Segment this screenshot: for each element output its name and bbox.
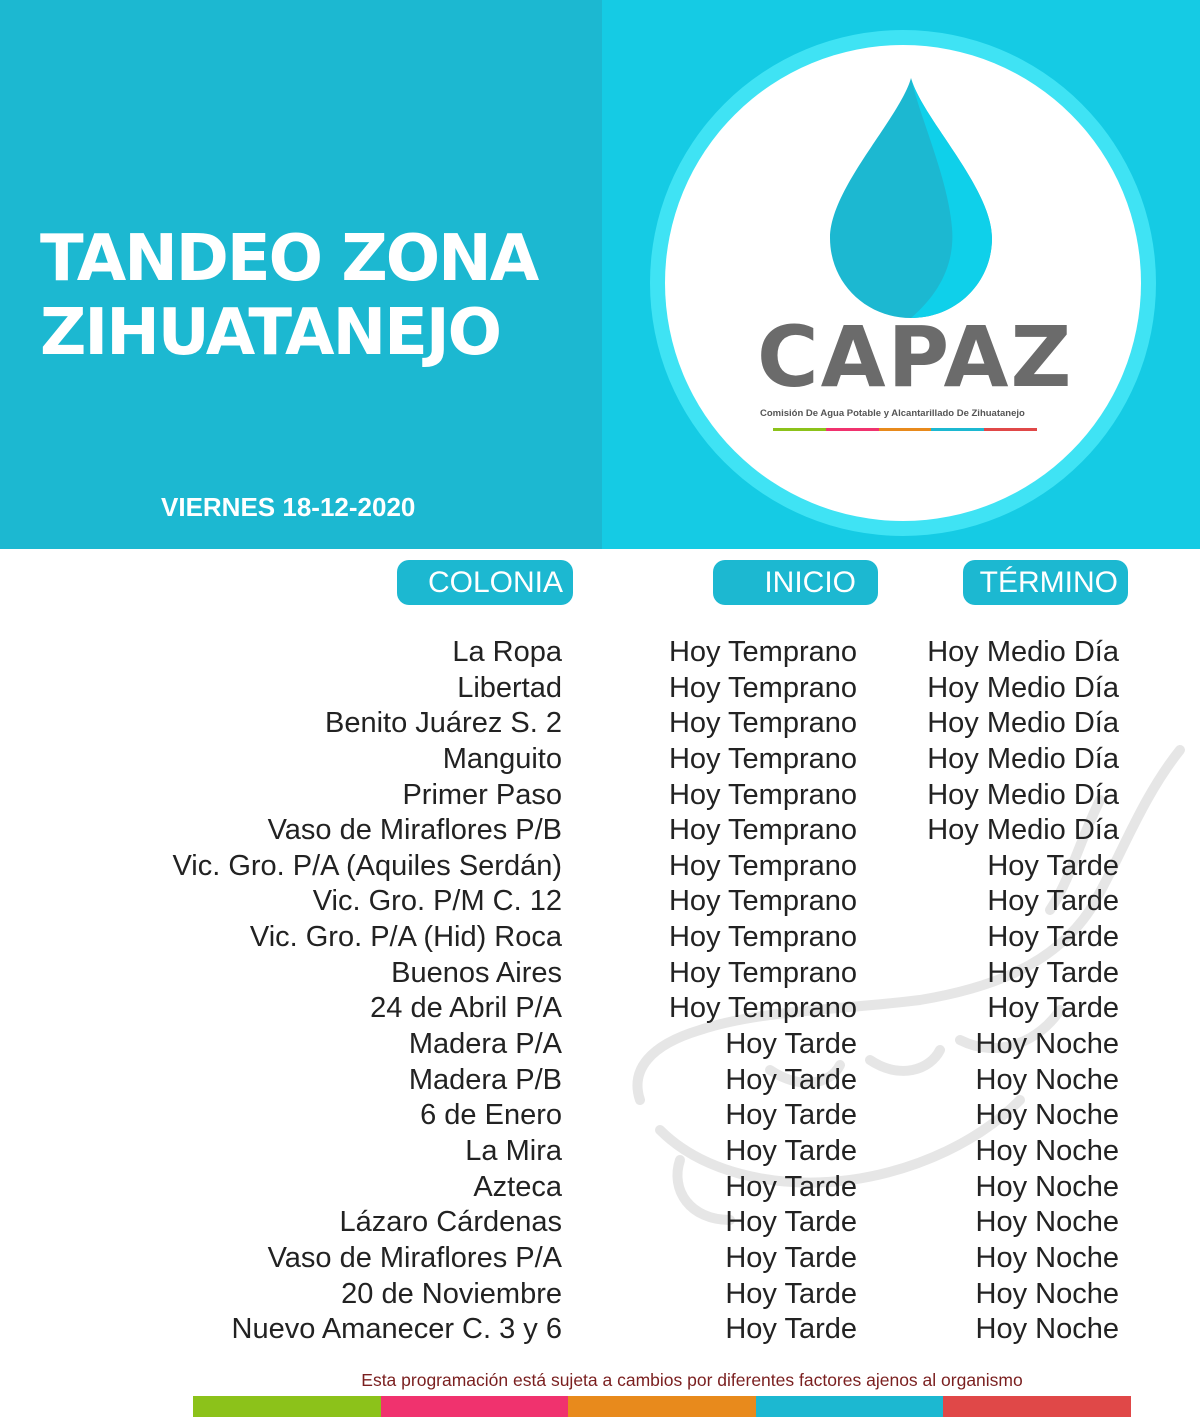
brand-color-bar <box>773 428 1037 431</box>
table-row <box>0 778 1200 814</box>
colonia-cell: Vic. Gro. P/M C. 12 <box>312 885 562 918</box>
termino-cell: Hoy Medio Día <box>927 814 1119 847</box>
termino-cell: Hoy Tarde <box>987 921 1119 954</box>
inicio-cell: Hoy Tarde <box>725 1134 857 1167</box>
inicio-cell: Hoy Tarde <box>725 1028 857 1061</box>
inicio-cell: Hoy Temprano <box>668 921 857 954</box>
colonia-cell: Vic. Gro. P/A (Aquiles Serdán) <box>172 849 562 882</box>
column-header-inicio: INICIO <box>713 560 878 605</box>
colonia-cell: Nuevo Amanecer C. 3 y 6 <box>231 1313 562 1346</box>
table-row <box>0 1134 1200 1170</box>
inicio-cell: Hoy Tarde <box>725 1241 857 1274</box>
colonia-cell: Azteca <box>473 1170 562 1203</box>
inicio-cell: Hoy Temprano <box>668 742 857 775</box>
table-row <box>0 742 1200 778</box>
table-row <box>0 849 1200 885</box>
brand-logo-text: CAPAZ <box>757 308 1074 406</box>
termino-cell: Hoy Tarde <box>987 885 1119 918</box>
colonia-cell: Vic. Gro. P/A (Hid) Roca <box>249 921 562 954</box>
inicio-cell: Hoy Temprano <box>668 707 857 740</box>
column-header-termino: TÉRMINO <box>963 560 1128 605</box>
colonia-cell: Madera P/B <box>408 1063 562 1096</box>
colonia-cell: Vaso de Miraflores P/B <box>267 814 562 847</box>
schedule-table <box>0 635 1200 1348</box>
table-row <box>0 1277 1200 1313</box>
footer-color-bar <box>193 1396 1131 1417</box>
table-row <box>0 635 1200 671</box>
termino-cell: Hoy Medio Día <box>927 742 1119 775</box>
colonia-cell: 20 de Noviembre <box>341 1277 562 1310</box>
termino-cell: Hoy Tarde <box>987 849 1119 882</box>
inicio-cell: Hoy Temprano <box>668 778 857 811</box>
inicio-cell: Hoy Temprano <box>668 671 857 704</box>
colonia-cell: Vaso de Miraflores P/A <box>267 1241 562 1274</box>
colonia-cell: Madera P/A <box>408 1028 562 1061</box>
termino-cell: Hoy Medio Día <box>927 671 1119 704</box>
table-row <box>0 1170 1200 1206</box>
inicio-cell: Hoy Temprano <box>668 992 857 1025</box>
termino-cell: Hoy Noche <box>975 1099 1119 1132</box>
table-row <box>0 956 1200 992</box>
table-row <box>0 706 1200 742</box>
termino-cell: Hoy Noche <box>975 1028 1119 1061</box>
inicio-cell: Hoy Temprano <box>668 956 857 989</box>
table-row <box>0 1098 1200 1134</box>
inicio-cell: Hoy Temprano <box>668 814 857 847</box>
inicio-cell: Hoy Tarde <box>725 1313 857 1346</box>
colonia-cell: Lázaro Cárdenas <box>339 1206 562 1239</box>
termino-cell: Hoy Noche <box>975 1206 1119 1239</box>
table-row <box>0 884 1200 920</box>
termino-cell: Hoy Noche <box>975 1170 1119 1203</box>
inicio-cell: Hoy Tarde <box>725 1063 857 1096</box>
brand-subtitle: Comisión De Agua Potable y Alcantarillado De Zihuatanejo <box>760 408 1025 419</box>
colonia-cell: La Mira <box>465 1134 562 1167</box>
termino-cell: Hoy Medio Día <box>927 707 1119 740</box>
colonia-cell: Benito Juárez S. 2 <box>325 707 562 740</box>
termino-cell: Hoy Tarde <box>987 956 1119 989</box>
colonia-cell: Buenos Aires <box>391 956 562 989</box>
colonia-cell: Manguito <box>442 742 562 775</box>
table-row <box>0 920 1200 956</box>
water-drop-icon <box>830 78 992 318</box>
colonia-cell: 24 de Abril P/A <box>370 992 562 1025</box>
title-line-2: ZIHUATANEJO <box>40 296 501 370</box>
inicio-cell: Hoy Temprano <box>668 636 857 668</box>
inicio-cell: Hoy Tarde <box>725 1170 857 1203</box>
table-row <box>0 991 1200 1027</box>
table-row <box>0 1241 1200 1277</box>
termino-cell: Hoy Noche <box>975 1063 1119 1096</box>
table-row <box>0 1205 1200 1241</box>
page-title <box>40 222 580 370</box>
table-row <box>0 671 1200 707</box>
column-header-colonia: COLONIA <box>397 560 573 605</box>
termino-cell: Hoy Noche <box>975 1277 1119 1310</box>
inicio-cell: Hoy Tarde <box>725 1277 857 1310</box>
disclaimer-note: Esta programación está sujeta a cambios por diferentes factores ajenos al organismo <box>361 1370 1023 1390</box>
inicio-cell: Hoy Temprano <box>668 849 857 882</box>
table-row <box>0 1027 1200 1063</box>
termino-cell: Hoy Noche <box>975 1241 1119 1274</box>
colonia-cell: La Ropa <box>452 636 562 668</box>
colonia-cell: Libertad <box>457 671 562 704</box>
termino-cell: Hoy Medio Día <box>927 636 1119 668</box>
colonia-cell: 6 de Enero <box>420 1099 562 1132</box>
termino-cell: Hoy Tarde <box>987 992 1119 1025</box>
colonia-cell: Primer Paso <box>402 778 562 811</box>
inicio-cell: Hoy Tarde <box>725 1099 857 1132</box>
inicio-cell: Hoy Tarde <box>725 1206 857 1239</box>
termino-cell: Hoy Noche <box>975 1134 1119 1167</box>
termino-cell: Hoy Noche <box>975 1313 1119 1346</box>
termino-cell: Hoy Medio Día <box>927 778 1119 811</box>
title-line-1: TANDEO ZONA <box>40 222 538 296</box>
inicio-cell: Hoy Temprano <box>668 885 857 918</box>
schedule-date: VIERNES 18-12-2020 <box>161 492 416 522</box>
table-row <box>0 1063 1200 1099</box>
table-row <box>0 813 1200 849</box>
table-row <box>0 1312 1200 1348</box>
